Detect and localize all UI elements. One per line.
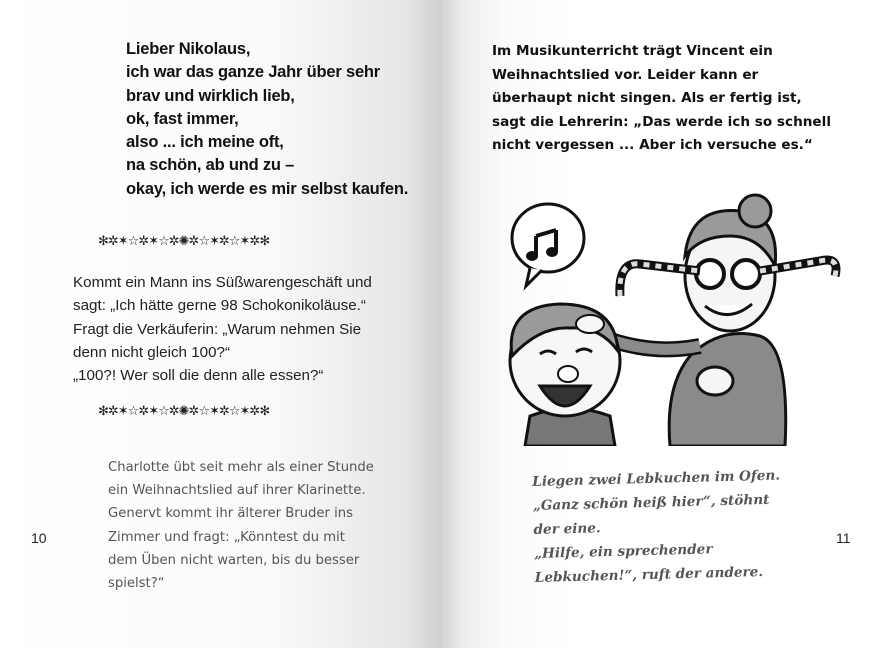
joke-line: „100?! Wer soll die denn alle essen?“: [73, 367, 324, 385]
star-divider: ✻✲✶☆✲✶☆✲✺✲☆✶✲☆✶✲✻: [98, 404, 270, 419]
joke-line: nicht vergessen ... Aber ich versuche es.“: [492, 137, 813, 154]
poem-line: Lieber Nikolaus,: [126, 40, 251, 58]
joke-line: Im Musikunterricht trägt Vincent ein: [492, 43, 773, 59]
joke-line: Charlotte übt seit mehr als einer Stunde: [108, 460, 374, 475]
joke-line: Zimmer und fragt: „Könntest du mit: [108, 529, 345, 545]
joke-line: Genervt kommt ihr älterer Bruder ins: [108, 506, 354, 522]
poem-line: brav und wirklich lieb,: [126, 86, 295, 105]
joke-line: denn nicht gleich 100?“: [73, 343, 231, 361]
joke-line: Kommt ein Mann ins Süßwarengeschäft und: [73, 274, 372, 291]
singing-boy-figure: [510, 304, 620, 446]
joke-line: „Hilfe, ein sprechender: [533, 541, 713, 562]
shop-joke: [73, 271, 372, 387]
page-number-right: 11: [836, 530, 851, 546]
joke-line: sagt: „Ich hätte gerne 98 Schokonikoläuse.“: [73, 297, 366, 315]
teacher-figure: [600, 195, 836, 446]
joke-line: Weihnachtslied vor. Leider kann er: [492, 66, 759, 83]
joke-line: ein Weihnachtslied auf ihrer Klarinette.: [108, 483, 366, 499]
music-joke: [492, 40, 831, 158]
singing-boy-teacher-illustration: [490, 186, 850, 446]
joke-line: der eine.: [533, 520, 601, 538]
poem-line: okay, ich werde es mir selbst kaufen.: [126, 179, 409, 198]
music-note-bubble: [512, 204, 584, 286]
clarinet-joke: [108, 456, 374, 595]
joke-line: spielst?“: [108, 576, 165, 592]
joke-line: Liegen zwei Lebkuchen im Ofen.: [532, 467, 781, 490]
joke-line: dem Üben nicht warten, bis du besser: [108, 552, 360, 568]
joke-line: sagt die Lehrerin: „Das werde ich so schnell: [492, 113, 831, 130]
page-number-left: 10: [31, 530, 47, 546]
gingerbread-joke: [532, 464, 783, 590]
nikolaus-poem: [126, 38, 408, 201]
joke-line: Fragt die Verkäuferin: „Warum nehmen Sie: [73, 320, 362, 338]
poem-line: also ... ich meine oft,: [126, 133, 284, 152]
joke-line: Lebkuchen!“, ruft der andere.: [534, 563, 764, 586]
poem-line: ok, fast immer,: [126, 109, 239, 128]
star-divider: ✻✲✶☆✲✶☆✲✺✲☆✶✲☆✶✲✻: [98, 234, 270, 249]
poem-line: ich war das ganze Jahr über sehr: [126, 63, 381, 82]
joke-line: „Ganz schön heiß hier“, stöhnt: [532, 491, 770, 514]
joke-line: überhaupt nicht singen. Als er fertig ist,: [492, 90, 802, 107]
poem-line: na schön, ab und zu –: [126, 156, 295, 175]
